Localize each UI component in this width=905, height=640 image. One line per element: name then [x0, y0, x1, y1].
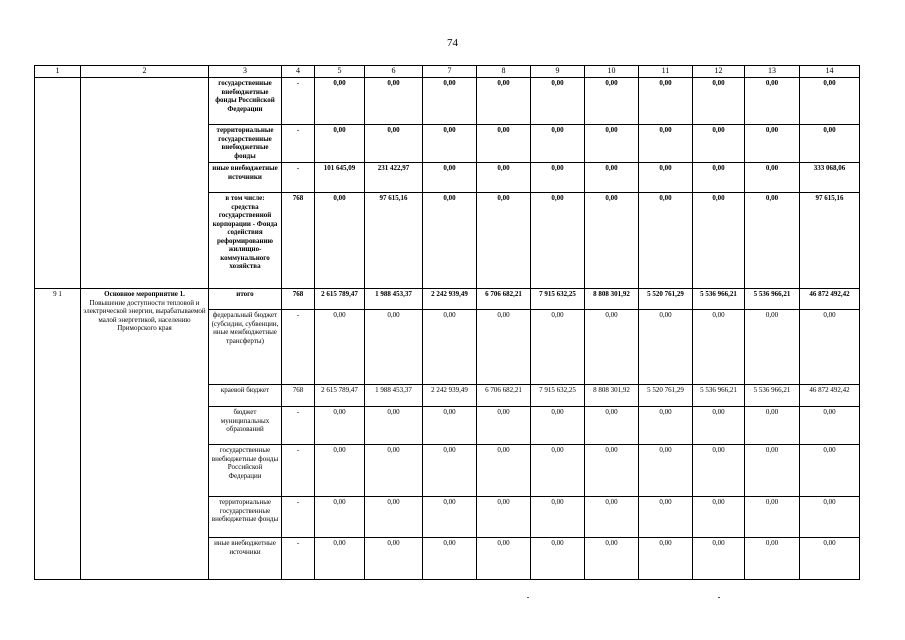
- source-label: государственные внебюджетные фонды Российской Федерации: [209, 445, 282, 497]
- value-cell: 5 520 761,29: [639, 385, 693, 407]
- value-cell: 101 645,09: [315, 163, 365, 193]
- value-cell: 5 536 966,21: [693, 289, 745, 310]
- value-cell: 0,00: [639, 125, 693, 163]
- header-cell: 11: [639, 66, 693, 78]
- value-cell: 97 615,16: [800, 193, 860, 289]
- header-cell: 7: [423, 66, 477, 78]
- value-cell: 46 872 492,42: [800, 289, 860, 310]
- value-cell: 0,00: [693, 125, 745, 163]
- header-cell: 9: [531, 66, 585, 78]
- value-cell: 231 422,97: [365, 163, 423, 193]
- value-cell: 0,00: [315, 497, 365, 538]
- value-cell: 0,00: [423, 407, 477, 445]
- value-cell: 0,00: [423, 538, 477, 580]
- value-cell: 0,00: [639, 310, 693, 385]
- value-cell: 0,00: [585, 407, 639, 445]
- header-cell: 4: [282, 66, 315, 78]
- value-cell: 0,00: [693, 407, 745, 445]
- value-cell: 0,00: [477, 538, 531, 580]
- page-number: 74: [447, 37, 458, 49]
- code-cell: -: [282, 445, 315, 497]
- value-cell: 0,00: [315, 193, 365, 289]
- value-cell: 0,00: [639, 407, 693, 445]
- header-cell: 5: [315, 66, 365, 78]
- code-cell: -: [282, 125, 315, 163]
- measure-cell: [81, 78, 209, 289]
- value-cell: 5 536 966,21: [745, 289, 800, 310]
- value-cell: 0,00: [477, 445, 531, 497]
- value-cell: 0,00: [639, 538, 693, 580]
- value-cell: 0,00: [365, 78, 423, 125]
- value-cell: 0,00: [585, 538, 639, 580]
- value-cell: 0,00: [531, 445, 585, 497]
- value-cell: 0,00: [423, 78, 477, 125]
- value-cell: 0,00: [477, 407, 531, 445]
- source-label: территориальные государственные внебюджетные фонды: [209, 497, 282, 538]
- value-cell: 0,00: [585, 497, 639, 538]
- value-cell: 0,00: [585, 310, 639, 385]
- value-cell: 0,00: [693, 538, 745, 580]
- row-number-cell: [35, 78, 81, 289]
- value-cell: 0,00: [693, 445, 745, 497]
- value-cell: 2 242 939,49: [423, 289, 477, 310]
- value-cell: 2 615 789,47: [315, 385, 365, 407]
- value-cell: 0,00: [477, 193, 531, 289]
- value-cell: 0,00: [800, 538, 860, 580]
- value-cell: 0,00: [365, 497, 423, 538]
- value-cell: 0,00: [423, 445, 477, 497]
- value-cell: 0,00: [745, 497, 800, 538]
- value-cell: 0,00: [315, 538, 365, 580]
- value-cell: 0,00: [315, 310, 365, 385]
- value-cell: 0,00: [639, 445, 693, 497]
- budget-table: [34, 65, 860, 580]
- value-cell: 0,00: [639, 163, 693, 193]
- header-cell: 3: [209, 66, 282, 78]
- value-cell: 0,00: [477, 125, 531, 163]
- source-label: в том числе: средства государственной корпорации - Фонда содействия реформированию жилищно-коммунального хозяйства: [209, 193, 282, 289]
- value-cell: 0,00: [585, 445, 639, 497]
- section-description-cell: [81, 289, 209, 580]
- code-cell: -: [282, 497, 315, 538]
- value-cell: 0,00: [585, 163, 639, 193]
- header-cell: 6: [365, 66, 423, 78]
- value-cell: 0,00: [745, 407, 800, 445]
- value-cell: 5 520 761,29: [639, 289, 693, 310]
- value-cell: 0,00: [639, 193, 693, 289]
- value-cell: 0,00: [800, 407, 860, 445]
- value-cell: 7 915 632,25: [531, 289, 585, 310]
- value-cell: 0,00: [745, 163, 800, 193]
- source-label: федеральный бюджет (субсидии, субвенции, иные межбюджетные трансферты): [209, 310, 282, 385]
- value-cell: 0,00: [531, 78, 585, 125]
- value-cell: 0,00: [531, 310, 585, 385]
- value-cell: 0,00: [745, 538, 800, 580]
- value-cell: 5 536 966,21: [693, 385, 745, 407]
- value-cell: 0,00: [423, 163, 477, 193]
- value-cell: 0,00: [745, 310, 800, 385]
- header-cell: 8: [477, 66, 531, 78]
- value-cell: 2 242 939,49: [423, 385, 477, 407]
- code-cell: 768: [282, 289, 315, 310]
- header-cell: 10: [585, 66, 639, 78]
- value-cell: 0,00: [477, 497, 531, 538]
- value-cell: 0,00: [365, 538, 423, 580]
- section-description: Повышение доступности тепловой и электрической энергии, вырабатываемой малой энергетикой, населению Приморского края: [83, 298, 206, 332]
- value-cell: 0,00: [423, 497, 477, 538]
- value-cell: 7 915 632,25: [531, 385, 585, 407]
- value-cell: 0,00: [585, 193, 639, 289]
- value-cell: 0,00: [365, 445, 423, 497]
- value-cell: 0,00: [477, 310, 531, 385]
- value-cell: 0,00: [423, 310, 477, 385]
- value-cell: 0,00: [693, 193, 745, 289]
- value-cell: 0,00: [477, 78, 531, 125]
- header-cell: 12: [693, 66, 745, 78]
- value-cell: 8 808 301,92: [585, 385, 639, 407]
- value-cell: 0,00: [315, 125, 365, 163]
- code-cell: -: [282, 78, 315, 125]
- value-cell: 0,00: [531, 497, 585, 538]
- value-cell: 333 068,06: [800, 163, 860, 193]
- value-cell: 0,00: [531, 193, 585, 289]
- value-cell: 46 872 492,42: [800, 385, 860, 407]
- value-cell: 0,00: [365, 407, 423, 445]
- value-cell: 0,00: [800, 445, 860, 497]
- source-label: иные внебюджетные источники: [209, 538, 282, 580]
- value-cell: 0,00: [639, 78, 693, 125]
- scan-speck: [527, 597, 529, 598]
- value-cell: 0,00: [693, 163, 745, 193]
- table-row: [35, 78, 860, 125]
- value-cell: 6 706 682,21: [477, 385, 531, 407]
- value-cell: 97 615,16: [365, 193, 423, 289]
- value-cell: 0,00: [365, 310, 423, 385]
- code-cell: -: [282, 163, 315, 193]
- source-label: краевой бюджет: [209, 385, 282, 407]
- value-cell: 0,00: [477, 163, 531, 193]
- value-cell: 0,00: [800, 497, 860, 538]
- code-cell: -: [282, 407, 315, 445]
- value-cell: 0,00: [693, 497, 745, 538]
- source-label: государственные внебюджетные фонды Российской Федерации: [209, 78, 282, 125]
- header-row: [35, 66, 860, 78]
- header-cell: 13: [745, 66, 800, 78]
- value-cell: 0,00: [423, 125, 477, 163]
- value-cell: 1 988 453,37: [365, 289, 423, 310]
- value-cell: 0,00: [531, 163, 585, 193]
- value-cell: 0,00: [745, 78, 800, 125]
- value-cell: 0,00: [800, 78, 860, 125]
- value-cell: 6 706 682,21: [477, 289, 531, 310]
- value-cell: 0,00: [315, 78, 365, 125]
- code-cell: -: [282, 538, 315, 580]
- value-cell: 0,00: [745, 193, 800, 289]
- value-cell: 0,00: [315, 445, 365, 497]
- table-row: [35, 289, 860, 310]
- value-cell: 5 536 966,21: [745, 385, 800, 407]
- value-cell: 0,00: [585, 125, 639, 163]
- value-cell: 8 808 301,92: [585, 289, 639, 310]
- header-cell: 2: [81, 66, 209, 78]
- header-cell: 1: [35, 66, 81, 78]
- value-cell: 0,00: [315, 407, 365, 445]
- source-label: итого: [209, 289, 282, 310]
- value-cell: 0,00: [365, 125, 423, 163]
- value-cell: 0,00: [531, 538, 585, 580]
- value-cell: 0,00: [693, 78, 745, 125]
- value-cell: 0,00: [745, 125, 800, 163]
- scan-speck: [718, 597, 720, 598]
- value-cell: 0,00: [423, 193, 477, 289]
- value-cell: 0,00: [693, 310, 745, 385]
- section-title: Основное мероприятие 1.: [104, 290, 185, 298]
- source-label: бюджет муниципальных образований: [209, 407, 282, 445]
- header-cell: 14: [800, 66, 860, 78]
- value-cell: 0,00: [745, 445, 800, 497]
- value-cell: 1 988 453,37: [365, 385, 423, 407]
- value-cell: 0,00: [800, 310, 860, 385]
- value-cell: 0,00: [639, 497, 693, 538]
- value-cell: 2 615 789,47: [315, 289, 365, 310]
- code-cell: -: [282, 310, 315, 385]
- value-cell: 0,00: [800, 125, 860, 163]
- source-label: иные внебюджетные источники: [209, 163, 282, 193]
- section-number: 9 1: [35, 289, 81, 580]
- value-cell: 0,00: [585, 78, 639, 125]
- value-cell: 0,00: [531, 407, 585, 445]
- code-cell: 768: [282, 193, 315, 289]
- code-cell: 768: [282, 385, 315, 407]
- value-cell: 0,00: [531, 125, 585, 163]
- source-label: территориальные государственные внебюджетные фонды: [209, 125, 282, 163]
